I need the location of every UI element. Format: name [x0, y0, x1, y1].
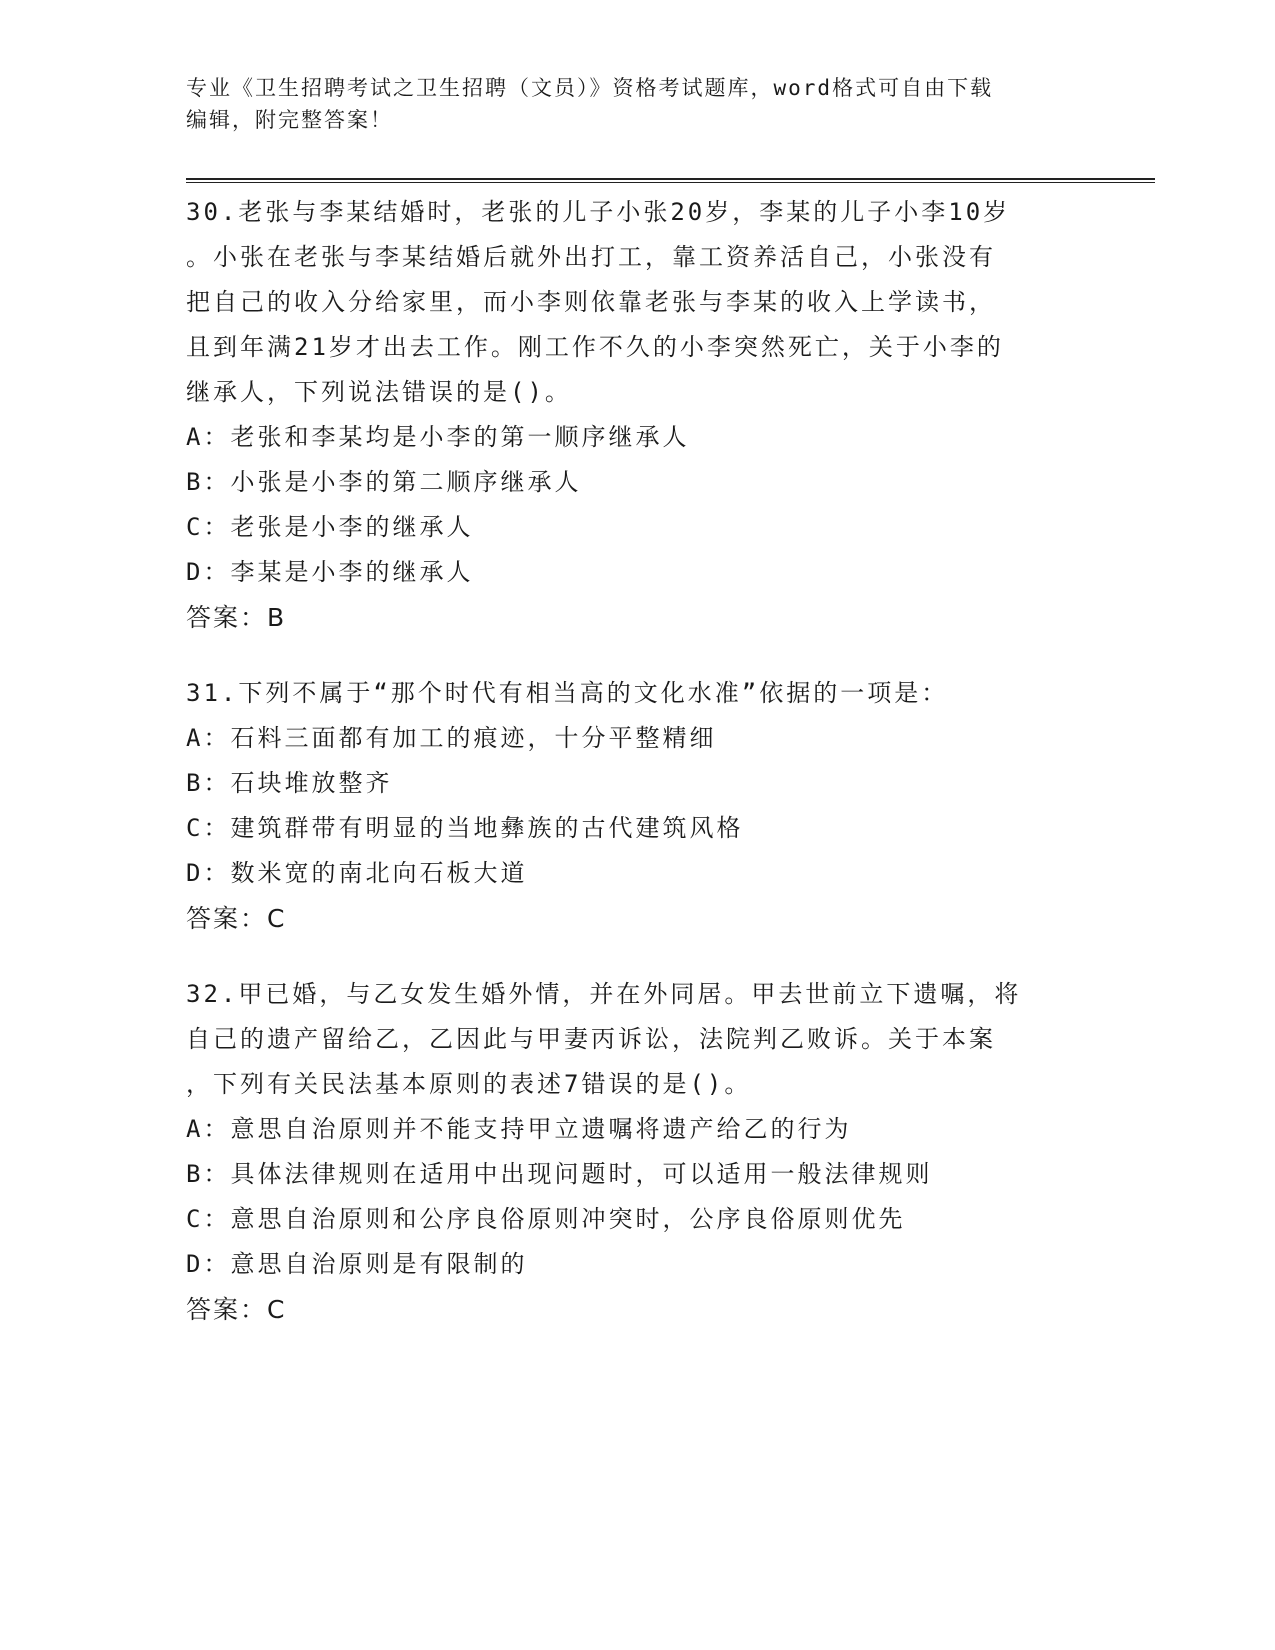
- question-stem-line: 32.甲已婚，与乙女发生婚外情，并在外同居。甲去世前立下遗嘱，将: [186, 980, 1022, 1008]
- header-divider: [186, 178, 1155, 183]
- option-d: D：数米宽的南北向石板大道: [186, 859, 528, 887]
- answer-label: 答案：C: [186, 904, 287, 933]
- question-stem-line: ，下列有关民法基本原则的表述7错误的是()。: [186, 1070, 752, 1098]
- question-stem-line: 自己的遗产留给乙，乙因此与甲妻丙诉讼，法院判乙败诉。关于本案: [186, 1025, 996, 1053]
- question-list: [186, 190, 1086, 1363]
- question-stem-line: 。小张在老张与李某结婚后就外出打工，靠工资养活自己，小张没有: [186, 243, 996, 271]
- option-c: C：意思自治原则和公序良俗原则冲突时，公序良俗原则优先: [186, 1205, 906, 1233]
- answer-label: 答案：C: [186, 1295, 287, 1324]
- header-line-2: 编辑，附完整答案！: [186, 108, 393, 132]
- header-line-1: 专业《卫生招聘考试之卫生招聘（文员）》资格考试题库，word格式可自由下载: [186, 76, 994, 100]
- answer-label: 答案：B: [186, 603, 287, 632]
- question-stem-line: 30.老张与李某结婚时，老张的儿子小张20岁，李某的儿子小李10岁: [186, 198, 1011, 226]
- option-a: A：意思自治原则并不能支持甲立遗嘱将遗产给乙的行为: [186, 1115, 852, 1143]
- option-d: D：意思自治原则是有限制的: [186, 1250, 528, 1278]
- question-stem-line: 把自己的收入分给家里，而小李则依靠老张与李某的收入上学读书，: [186, 288, 996, 316]
- question-stem-line: 31.下列不属于“那个时代有相当高的文化水准”依据的一项是：: [186, 679, 949, 707]
- option-a: A：石料三面都有加工的痕迹，十分平整精细: [186, 724, 717, 752]
- option-d: D：李某是小李的继承人: [186, 558, 474, 586]
- question-31: [186, 671, 1086, 942]
- option-a: A：老张和李某均是小李的第一顺序继承人: [186, 423, 690, 451]
- question-stem-line: 且到年满21岁才出去工作。刚工作不久的小李突然死亡，关于小李的: [186, 333, 1004, 361]
- question-32: [186, 972, 1086, 1333]
- option-b: B：小张是小李的第二顺序继承人: [186, 468, 582, 496]
- option-c: C：老张是小李的继承人: [186, 513, 474, 541]
- question-30: [186, 190, 1086, 641]
- question-stem-line: 继承人，下列说法错误的是()。: [186, 378, 572, 406]
- option-b: B：石块堆放整齐: [186, 769, 393, 797]
- option-b: B：具体法律规则在适用中出现问题时，可以适用一般法律规则: [186, 1160, 933, 1188]
- document-header: [186, 72, 1086, 136]
- option-c: C：建筑群带有明显的当地彝族的古代建筑风格: [186, 814, 744, 842]
